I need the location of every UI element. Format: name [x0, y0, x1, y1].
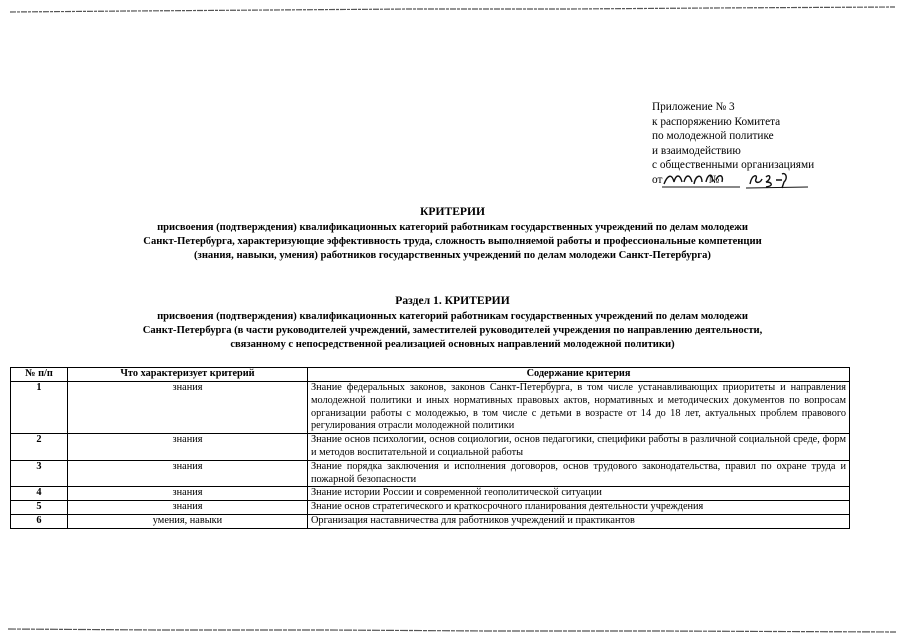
row-content: Знание порядка заключения и исполнения договоров, основ трудового законодательства, правил по охране труда и пожарной безопасности: [308, 460, 850, 487]
row-what: знания: [68, 501, 308, 515]
row-number: 3: [11, 460, 68, 487]
row-what: знания: [68, 487, 308, 501]
table-row: [11, 514, 850, 528]
row-content: Знание истории России и современной геополитической ситуации: [308, 487, 850, 501]
row-what: знания: [68, 382, 308, 434]
table-row: [11, 501, 850, 515]
row-number: 1: [11, 382, 68, 434]
appendix-line-1: Приложение № 3: [652, 101, 735, 113]
order-line: [652, 173, 892, 188]
row-content: Организация наставничества для работников учреждений и практикантов: [308, 514, 850, 528]
document-title: [0, 205, 905, 263]
row-content: Знание основ психологии, основ социологии, основ педагогики, специфики работы в различной социальной среде, форм и методов воспитательной и социальной работы: [308, 434, 850, 461]
table-row: [11, 382, 850, 434]
table-row: [11, 434, 850, 461]
table-row: [11, 487, 850, 501]
title-line-3: (знания, навыки, умения) работников государственных учреждений по делам молодежи Санкт-Петербурга): [194, 250, 711, 261]
row-what: знания: [68, 460, 308, 487]
order-number-sign: №: [708, 173, 720, 186]
appendix-line-4: и взаимодействию: [652, 144, 741, 157]
row-number: 5: [11, 501, 68, 515]
table-row: [11, 460, 850, 487]
section-line-1: присвоения (подтверждения) квалификационных категорий работникам государственных учреждений по делам молодежи: [157, 311, 748, 322]
row-what: знания: [68, 434, 308, 461]
table-header-row: [11, 368, 850, 382]
header-content: Содержание критерия: [308, 368, 850, 382]
header-number: № п/п: [11, 368, 68, 382]
appendix-block: [652, 100, 892, 188]
appendix-line-2: к распоряжению Комитета: [652, 115, 781, 128]
row-number: 2: [11, 434, 68, 461]
order-prefix: от: [652, 173, 663, 186]
appendix-line-3: по молодежной политике: [652, 130, 774, 143]
scan-edge-bottom: [8, 624, 896, 636]
row-number: 6: [11, 514, 68, 528]
header-what: Что характеризует критерий: [68, 368, 308, 382]
section-title: [0, 294, 905, 352]
section-line-3: связанному с непосредственной реализацией основных направлений молодежной политики): [230, 339, 675, 350]
criteria-table: [10, 367, 850, 529]
handwritten-date-number: [662, 170, 812, 190]
row-content: Знание федеральных законов, законов Санкт-Петербурга, в том числе устанавливающих приоритеты и направления молодежной политики и иных нормативных правовых актов, нормативных и методических документов по вопросам организации работы с молодежью, в том числе с детьми в возрасте от 14 до 18 лет, актуальных проблем правового регулирования отрасли молодежной политики: [308, 382, 850, 434]
appendix-line-5: с общественными организациями: [652, 159, 815, 172]
title-line-2: Санкт-Петербурга, характеризующие эффективность труда, сложность выполняемой работы и профессиональные компетенции: [143, 236, 762, 247]
scan-edge-top: [10, 4, 895, 16]
row-content: Знание основ стратегического и краткосрочного планирования деятельности учреждения: [308, 501, 850, 515]
section-line-2: Санкт-Петербурга (в части руководителей учреждений, заместителей руководителей учреждения по направлению деятельности,: [142, 325, 763, 336]
row-what: умения, навыки: [68, 514, 308, 528]
section-heading: Раздел 1. КРИТЕРИИ: [395, 294, 510, 307]
title-line-1: присвоения (подтверждения) квалификационных категорий работникам государственных учреждений по делам молодежи: [157, 222, 748, 233]
title-heading: КРИТЕРИИ: [419, 205, 486, 218]
row-number: 4: [11, 487, 68, 501]
